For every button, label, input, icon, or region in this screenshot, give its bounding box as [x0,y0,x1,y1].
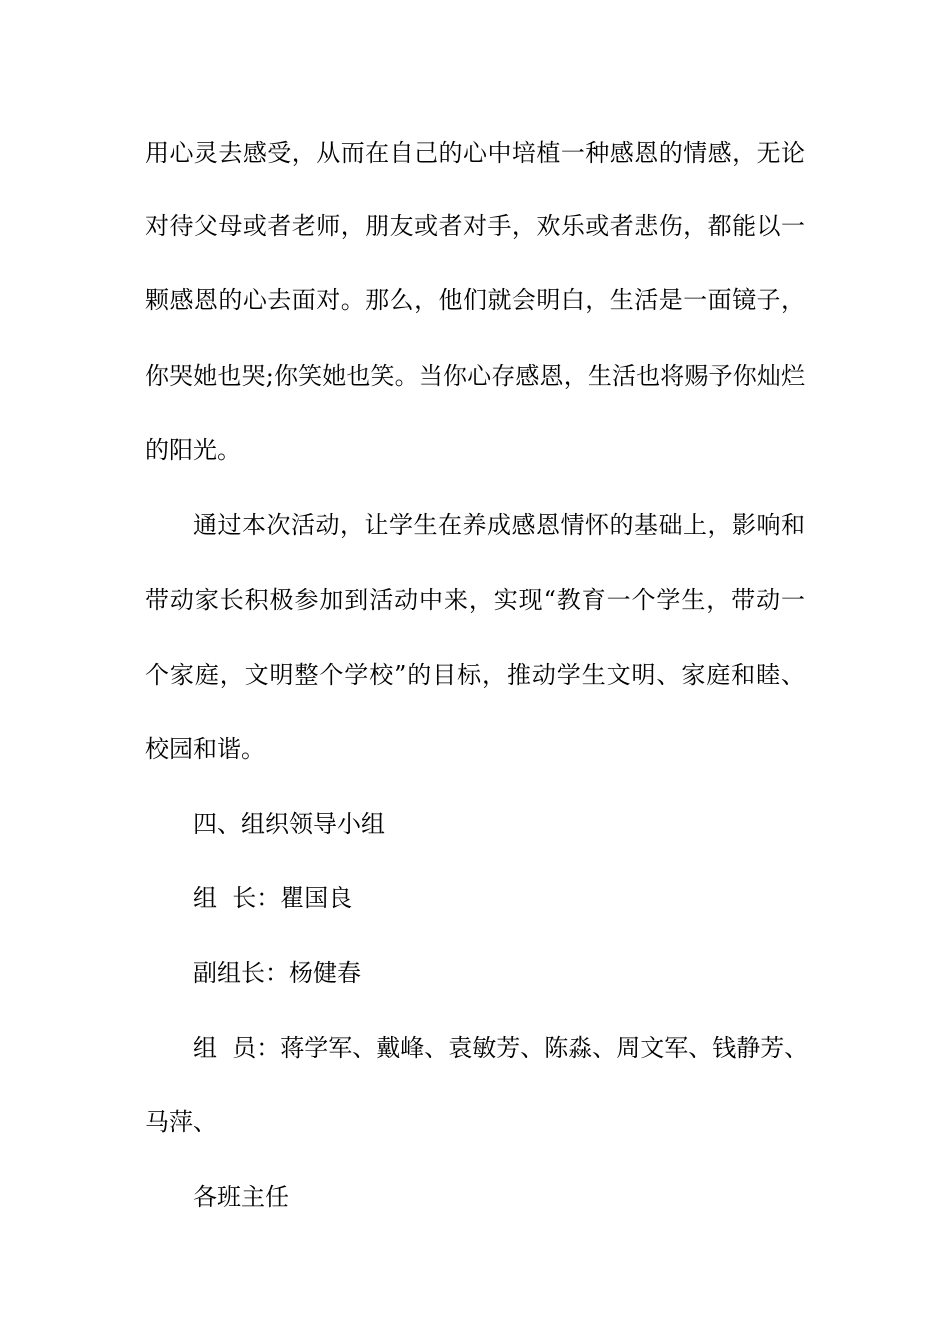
paragraph-2-line-4: 校园和谐。 [145,735,265,763]
leader-line: 组 长：瞿国良 [193,884,353,912]
paragraph-2-line-1: 通过本次活动，让学生在养成感恩情怀的基础上，影响和 [193,511,805,539]
paragraph-2-line-2: 带动家长积极参加到活动中来，实现“教育一个学生，带动一 [145,586,805,614]
members-line-2: 马萍、 [145,1108,217,1136]
paragraph-2-line-3: 个家庭，文明整个学校”的目标，推动学生文明、家庭和睦、 [145,661,805,689]
paragraph-1-line-5: 的阳光。 [145,436,241,464]
paragraph-1-line-1: 用心灵去感受，从而在自己的心中培植一种感恩的情感，无论 [145,139,805,167]
deputy-leader-line: 副组长：杨健春 [193,959,361,987]
paragraph-1-line-2: 对待父母或者老师，朋友或者对手，欢乐或者悲伤，都能以一 [145,212,805,240]
paragraph-1-line-3: 颗感恩的心去面对。那么，他们就会明白，生活是一面镜子， [145,286,805,314]
section-heading: 四、组织领导小组 [193,810,385,838]
class-teachers-line: 各班主任 [193,1183,289,1211]
members-line-1: 组 员：蒋学军、戴峰、袁敏芳、陈淼、周文军、钱静芳、 [193,1034,809,1062]
paragraph-1-line-4: 你哭她也哭;你笑她也笑。当你心存感恩，生活也将赐予你灿烂 [145,362,805,390]
